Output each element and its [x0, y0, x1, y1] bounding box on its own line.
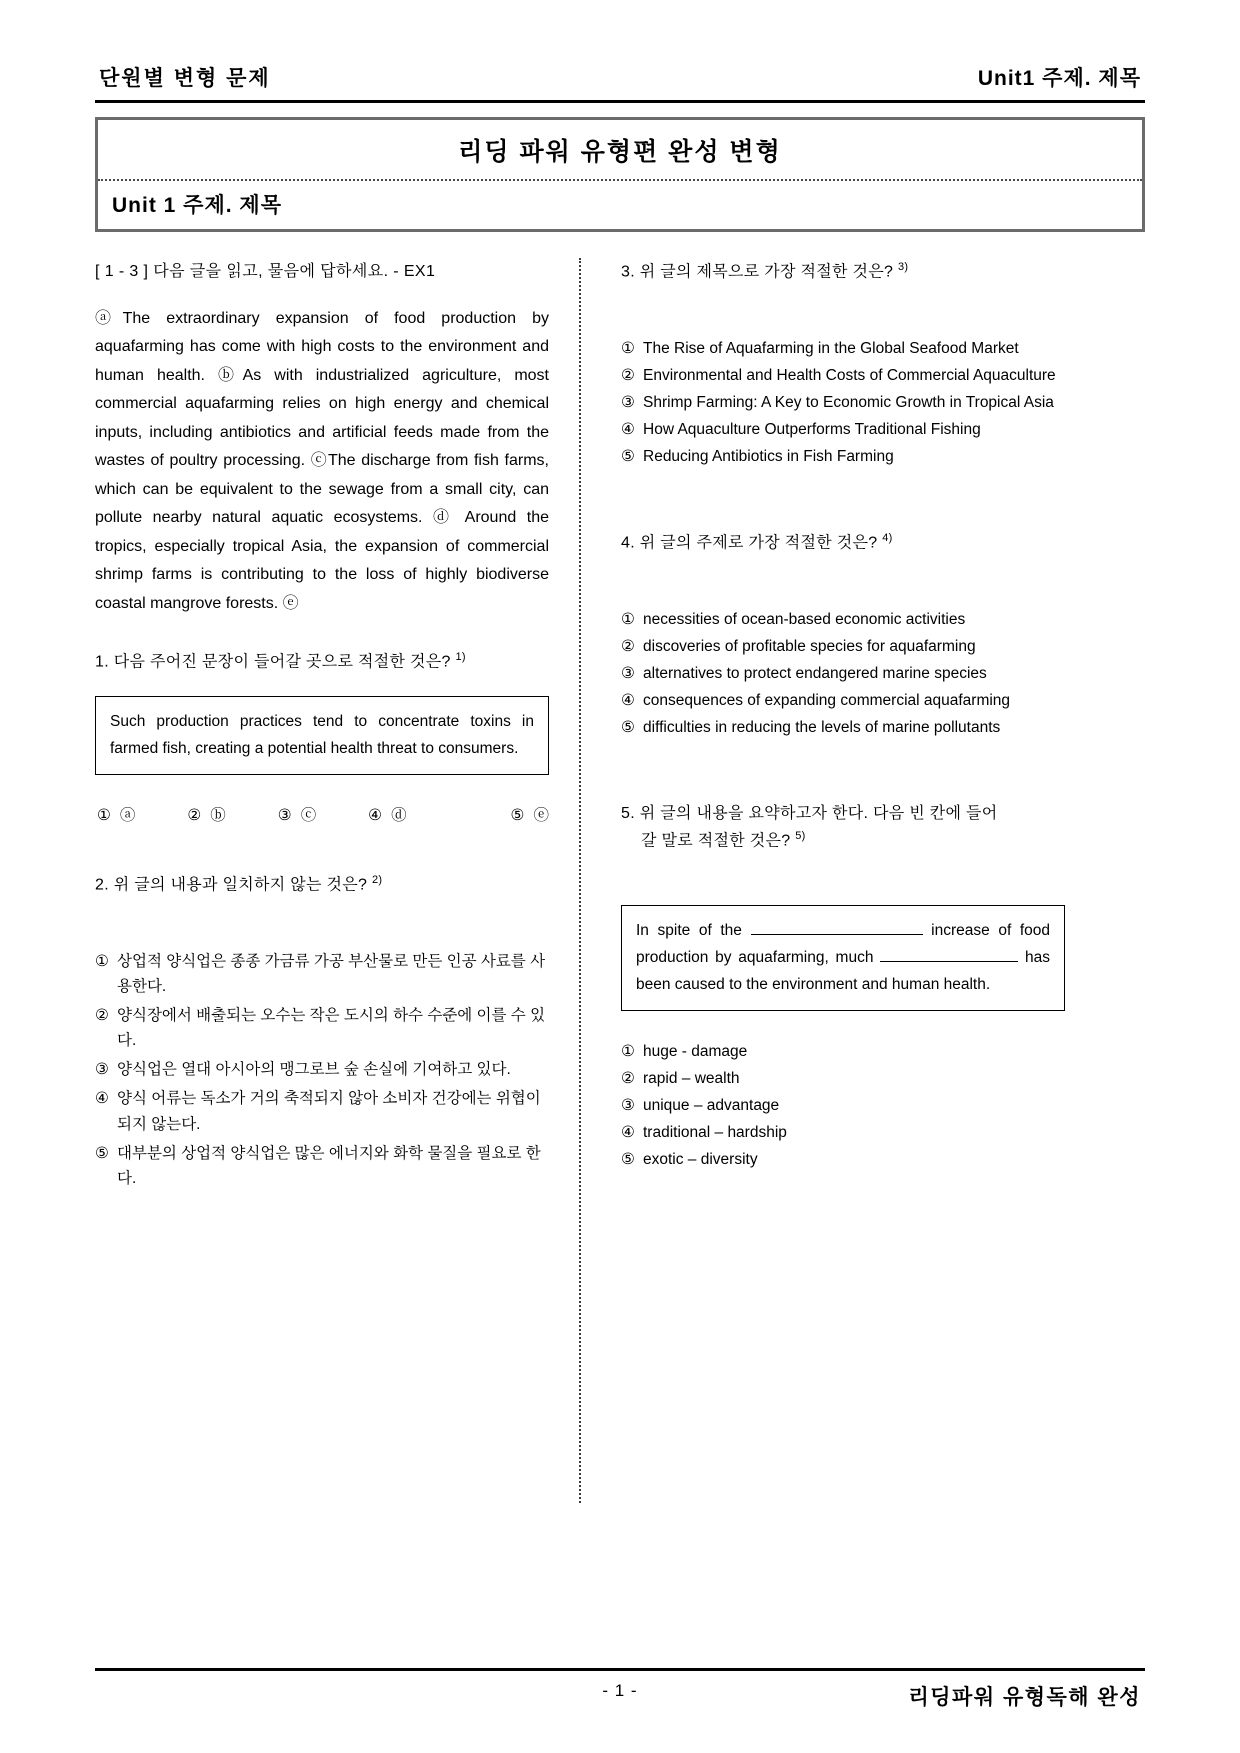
question-1-choice[interactable]	[97, 803, 187, 825]
choice-number: ⑤	[95, 1144, 109, 1162]
choice-number: ①	[621, 610, 635, 628]
footer-rule	[95, 1668, 1145, 1671]
choice-number: ⑤	[621, 719, 635, 737]
question-5-choice[interactable]	[621, 1066, 1065, 1091]
choice-number: ②	[95, 1007, 109, 1025]
choice-number: ⑤	[621, 1151, 635, 1169]
question-1-choice[interactable]	[368, 803, 458, 825]
question-4-choices	[621, 607, 1065, 741]
choice-number: ④	[95, 1090, 109, 1108]
summary-part-2: increase of food production by aquafarming, much	[636, 921, 1051, 966]
question-5-choice[interactable]	[621, 1039, 1065, 1064]
choice-label: huge - damage	[643, 1043, 748, 1061]
unit-subtitle: Unit 1 주제. 제목	[112, 194, 282, 217]
right-column	[587, 258, 1065, 1503]
question-2-choice[interactable]	[95, 1086, 549, 1136]
choice-number: ③	[95, 1061, 109, 1079]
question-5-number: 5.	[621, 804, 635, 822]
spacer	[95, 919, 549, 949]
question-2-text: 위 글의 내용과 일치하지 않는 것은?	[113, 876, 368, 894]
choice-label: ⓔ	[533, 807, 549, 825]
choice-number: ⑤	[510, 807, 525, 825]
question-4-choice[interactable]	[621, 688, 1065, 713]
choice-label: 양식업은 열대 아시아의 맹그로브 숲 손실에 기여하고 있다.	[117, 1061, 511, 1079]
question-5-choices	[621, 1039, 1065, 1173]
choice-number: ①	[621, 339, 635, 357]
choice-number: ①	[97, 807, 111, 825]
running-head-rule	[95, 100, 1145, 103]
title-box	[95, 117, 1145, 232]
question-3-choices	[621, 336, 1065, 470]
choice-label: consequences of expanding commercial aquafarming	[643, 692, 1011, 710]
choice-label: ⓐ	[119, 807, 136, 825]
question-1-text: 다음 주어진 문장이 들어갈 곳으로 적절한 것은?	[113, 653, 451, 671]
page-title: 리딩 파워 유형편 완성 변형	[458, 138, 782, 166]
summary-blank-b[interactable]	[880, 961, 1018, 962]
choice-label: unique – advantage	[643, 1097, 780, 1115]
question-1-number: 1.	[95, 653, 109, 671]
question-4-text: 위 글의 주제로 가장 적절한 것은?	[639, 534, 878, 552]
choice-number: ②	[187, 807, 202, 825]
choice-number: ④	[368, 807, 383, 825]
question-2-heading	[95, 871, 549, 899]
choice-label: The Rise of Aquafarming in the Global Seafood Market	[643, 339, 1019, 357]
choice-label: Reducing Antibiotics in Fish Farming	[643, 448, 894, 466]
spacer	[621, 471, 1065, 529]
question-3-choice[interactable]	[621, 390, 1065, 415]
question-1-boxed-sentence: Such production practices tend to concentrate toxins in farmed fish, creating a potential health threat to consumers.	[95, 696, 549, 775]
question-5-choice[interactable]	[621, 1147, 1065, 1172]
question-2-choices	[95, 949, 549, 1191]
choice-label: ⓒ	[300, 807, 317, 825]
choice-label: How Aquaculture Outperforms Traditional Fishing	[643, 421, 981, 439]
question-4-heading	[621, 529, 1065, 557]
choice-label: traditional – hardship	[643, 1124, 787, 1142]
page-footer	[95, 1668, 1145, 1711]
choice-label: discoveries of profitable species for aquafarming	[643, 638, 976, 656]
spacer	[621, 743, 1065, 801]
question-1-heading	[95, 648, 549, 676]
question-2-choice[interactable]	[95, 1057, 549, 1082]
question-1-footnote: 1)	[455, 651, 466, 664]
question-3-footnote: 3)	[897, 261, 909, 273]
question-1-choice[interactable]	[278, 803, 368, 825]
choice-label: alternatives to protect endangered marine species	[643, 665, 987, 683]
question-2-choice[interactable]	[95, 1003, 549, 1053]
question-1-choices	[95, 803, 549, 825]
question-2-number: 2.	[95, 876, 109, 894]
summary-part-3: has been caused to the environment and human health.	[636, 948, 1050, 993]
question-2-footnote: 2)	[371, 874, 383, 887]
question-4-choice[interactable]	[621, 607, 1065, 632]
page-number: - 1 -	[602, 1681, 638, 1700]
choice-label: Shrimp Farming: A Key to Economic Growth in Tropical Asia	[643, 393, 1054, 411]
question-5-footnote: 5)	[795, 829, 806, 842]
question-3-text: 위 글의 제목으로 가장 적절한 것은?	[639, 263, 894, 281]
choice-number: ④	[621, 692, 635, 710]
question-1-choice[interactable]	[459, 803, 549, 825]
choice-number: ①	[95, 952, 109, 970]
choice-number: ②	[621, 1070, 635, 1088]
choice-number: ②	[621, 366, 635, 384]
summary-part-1: In spite of the	[636, 921, 742, 939]
choice-number: ①	[621, 1043, 635, 1061]
footer-brand: 리딩파워 유형독해 완성	[908, 1686, 1141, 1709]
spacer	[621, 577, 1065, 607]
choice-label: difficulties in reducing the levels of marine pollutants	[643, 719, 1001, 737]
question-3-choice[interactable]	[621, 444, 1065, 469]
question-4-choice[interactable]	[621, 715, 1065, 740]
choice-label: 대부분의 상업적 양식업은 많은 에너지와 화학 물질을 필요로 한다.	[117, 1144, 541, 1187]
summary-blank-a[interactable]	[751, 934, 923, 935]
choice-label: rapid – wealth	[643, 1070, 740, 1088]
question-5-heading	[621, 801, 1065, 855]
choice-number: ④	[621, 421, 635, 439]
footer-row	[95, 1681, 1145, 1711]
question-2-choice[interactable]	[95, 1141, 549, 1191]
question-5-choice[interactable]	[621, 1093, 1065, 1118]
choice-number: ③	[621, 1097, 635, 1115]
left-column	[95, 258, 573, 1503]
question-5-text-line2: 갈 말로 적절한 것은?	[641, 832, 791, 850]
choice-label: 양식장에서 배출되는 오수는 작은 도시의 하수 수준에 이를 수 있다.	[117, 1007, 546, 1050]
question-4-choice[interactable]	[621, 634, 1065, 659]
choice-number: ⑤	[621, 448, 635, 466]
question-2-choice[interactable]	[95, 949, 549, 999]
question-1-choice[interactable]	[187, 803, 277, 825]
spacer	[621, 875, 1065, 905]
running-head	[95, 62, 1145, 100]
choice-label: necessities of ocean-based economic activities	[643, 610, 966, 628]
question-4-footnote: 4)	[882, 532, 893, 545]
question-3-choice[interactable]	[621, 336, 1065, 361]
choice-label: exotic – diversity	[643, 1151, 758, 1169]
choice-label: ⓑ	[210, 807, 226, 825]
spacer	[621, 306, 1065, 336]
question-5-choice[interactable]	[621, 1120, 1065, 1145]
running-head-right: Unit1 주제. 제목	[977, 67, 1141, 90]
choice-number: ③	[621, 393, 635, 411]
question-5-summary-box	[621, 905, 1065, 1011]
question-3-number: 3.	[621, 263, 635, 281]
choice-number: ③	[277, 807, 292, 825]
choice-number: ②	[621, 638, 635, 656]
choice-number: ③	[621, 665, 635, 683]
question-3-heading	[621, 258, 1065, 286]
choice-label: ⓓ	[391, 807, 407, 825]
choice-label: 상업적 양식업은 종종 가금류 가공 부산물로 만든 인공 사료를 사용한다.	[117, 952, 546, 995]
column-divider	[579, 258, 581, 1503]
passage-instruction: [ 1 - 3 ] 다음 글을 읽고, 물음에 답하세요. - EX1	[95, 263, 436, 280]
choice-label: 양식 어류는 독소가 거의 축적되지 않아 소비자 건강에는 위협이 되지 않는다.	[117, 1090, 541, 1133]
running-head-left: 단원별 변형 문제	[99, 67, 271, 90]
choice-label: Environmental and Health Costs of Commercial Aquaculture	[643, 366, 1056, 384]
question-3-choice[interactable]	[621, 417, 1065, 442]
question-4-number: 4.	[621, 534, 635, 552]
question-4-choice[interactable]	[621, 661, 1065, 686]
question-5-line2-wrap	[621, 827, 1065, 855]
question-3-choice[interactable]	[621, 363, 1065, 388]
question-5-text-line1: 위 글의 내용을 요약하고자 한다. 다음 빈 칸에 들어	[639, 804, 998, 822]
two-column-body	[95, 258, 1145, 1503]
reading-passage: ⓐThe extraordinary expansion of food production by aquafarming has come with high costs to the environment and human health. ⓑAs with industrialized agriculture, most commercial aquafarming relies on high energy and chemical inputs, including antibiotics and artificial feeds made from the wastes of poultry processing. ⓒThe discharge from fish farms, which can be equivalent to the sewage from a small city, can pollute nearby natural aquatic ecosystems. ⓓ Around the tropics, especially tropical Asia, the expansion of commercial shrimp farms is contributing to the loss of highly biodiverse coastal mangrove forests. ⓔ	[95, 310, 549, 612]
choice-number: ④	[621, 1124, 635, 1142]
